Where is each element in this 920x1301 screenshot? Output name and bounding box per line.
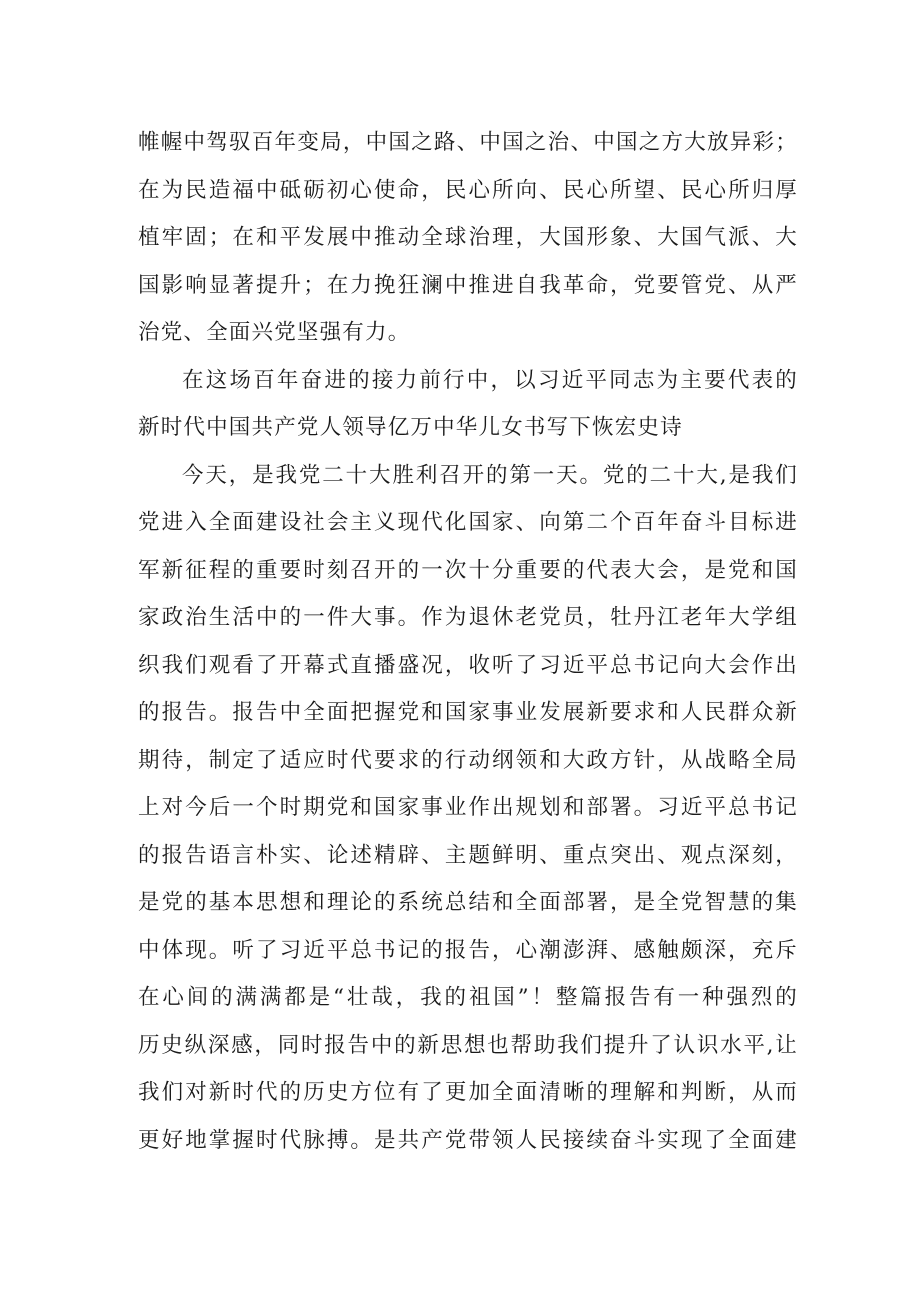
text-line: 军新征程的重要时刻召开的一次十分重要的代表大会，是党和国 (138, 557, 798, 583)
text-line: 治党、全面兴党坚强有力。 (138, 320, 411, 345)
text-line: 帷幄中驾驭百年变局，中国之路、中国之治、中国之方大放异彩； (138, 130, 798, 155)
text-line: 更好地掌握时代脉搏。是共产党带领人民接续奋斗实现了全面建 (138, 1127, 798, 1153)
paragraph-first-line: 今天，是我党二十大胜利召开的第一天。党的二十大,是我们 (182, 462, 798, 488)
text-line: 家政治生活中的一件大事。作为退休老党员，牡丹江老年大学组 (138, 605, 798, 630)
text-line: 上对今后一个时期党和国家事业作出规划和部署。习近平总书记 (138, 795, 798, 820)
text-line: 中体现。听了习近平总书记的报告，心潮澎湃、感触颇深，充斥 (138, 937, 798, 963)
text-line: 国影响显著提升；在力挽狂澜中推进自我革命，党要管党、从严 (138, 272, 798, 298)
text-line: 的报告语言朴实、论述精辟、主题鲜明、重点突出、观点深刻， (138, 842, 798, 868)
text-line: 我们对新时代的历史方位有了更加全面清晰的理解和判断，从而 (138, 1080, 798, 1105)
text-line: 是党的基本思想和理论的系统总结和全面部署，是全党智慧的集 (138, 890, 798, 915)
text-line: 在为民造福中砥砺初心使命，民心所向、民心所望、民心所归厚 (138, 177, 798, 203)
text-line: 新时代中国共产党人领导亿万中华儿女书写下恢宏史诗 (138, 415, 683, 440)
text-line: 织我们观看了开幕式直播盛况，收听了习近平总书记向大会作出 (138, 652, 798, 678)
text-line: 在心间的满满都是“壮哉，我的祖国”！整篇报告有一种强烈的 (138, 985, 798, 1010)
text-line: 党进入全面建设社会主义现代化国家、向第二个百年奋斗目标进 (138, 510, 798, 535)
paragraph-first-line: 在这场百年奋进的接力前行中，以习近平同志为主要代表的 (182, 367, 798, 393)
body-text (138, 119, 798, 1164)
text-line: 历史纵深感，同时报告中的新思想也帮助我们提升了认识水平,让 (138, 1032, 798, 1058)
text-line: 期待，制定了适应时代要求的行动纲领和大政方针，从战略全局 (138, 747, 798, 773)
text-line: 植牢固；在和平发展中推动全球治理，大国形象、大国气派、大 (138, 225, 798, 250)
text-line: 的报告。报告中全面把握党和国家事业发展新要求和人民群众新 (138, 700, 798, 725)
